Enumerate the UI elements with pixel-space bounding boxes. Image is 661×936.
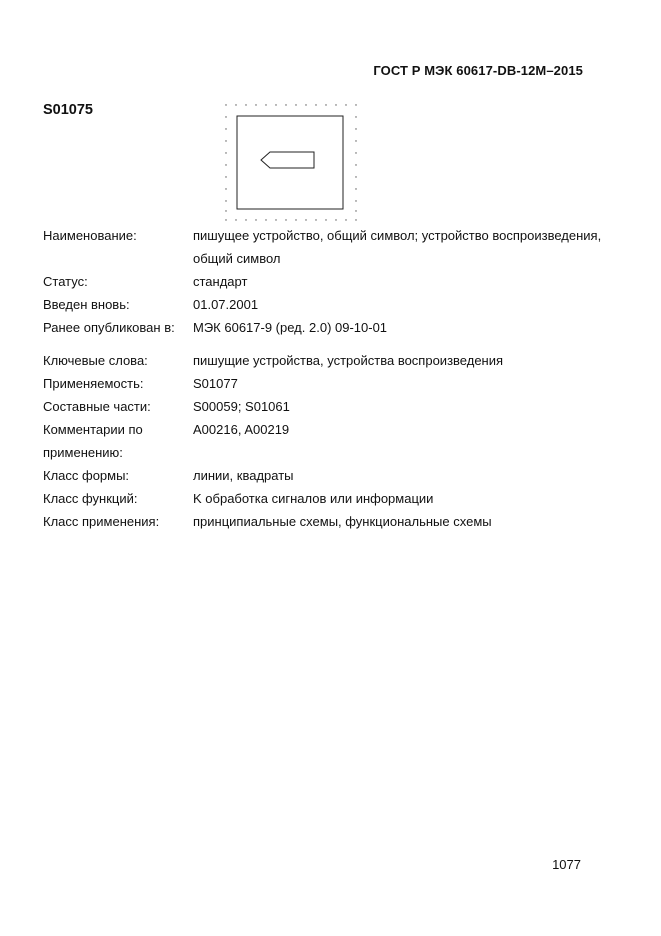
symbol-attributes [43, 224, 603, 533]
field-value: 01.07.2001 [193, 297, 259, 312]
grid-dots-right [355, 116, 356, 211]
field-label: Класс применения: [43, 514, 160, 529]
field-row-introduced [43, 293, 603, 316]
grid-dots-bottom [225, 219, 356, 220]
grid-dots-top [225, 104, 356, 105]
field-value: A00216, A00219 [193, 422, 290, 437]
symbol-code: S01075 [43, 102, 93, 118]
writing-device-symbol-icon [220, 100, 362, 225]
field-value: МЭК 60617-9 (ред. 2.0) 09-10-01 [193, 320, 388, 335]
field-label: Составные части: [43, 399, 151, 414]
field-label: Комментарии по применению: [43, 422, 143, 460]
field-label: Введен вновь: [43, 297, 130, 312]
field-label: Класс формы: [43, 468, 130, 483]
document-header: ГОСТ Р МЭК 60617-DB-12M–2015 [373, 63, 583, 78]
field-label: Статус: [43, 274, 88, 289]
field-label: Применяемость: [43, 376, 144, 391]
symbol-square [237, 116, 343, 209]
field-row-function-class [43, 487, 603, 510]
field-value: пишущие устройства, устройства воспроизведения [193, 353, 504, 368]
page-number: 1077 [552, 857, 581, 872]
field-row-applicability [43, 372, 603, 395]
grid-dots-left [225, 116, 226, 211]
field-row-application-notes [43, 418, 603, 464]
field-value: линии, квадраты [193, 468, 294, 483]
field-value: стандарт [193, 274, 248, 289]
field-label: Наименование: [43, 228, 137, 243]
field-row-application-class [43, 510, 603, 533]
field-row-name [43, 224, 603, 270]
field-value: S00059; S01061 [193, 399, 290, 414]
pen-tip-shape [261, 152, 314, 168]
field-label: Ранее опубликован в: [43, 320, 175, 335]
field-label: Ключевые слова: [43, 353, 148, 368]
field-row-previously-published [43, 316, 603, 339]
field-row-shape-class [43, 464, 603, 487]
field-row-status [43, 270, 603, 293]
field-label: Класс функций: [43, 491, 138, 506]
field-row-keywords [43, 349, 603, 372]
field-row-components [43, 395, 603, 418]
field-value: K обработка сигналов или информации [193, 491, 434, 506]
field-value: принципиальные схемы, функциональные схемы [193, 514, 492, 529]
field-value: пишущее устройство, общий символ; устройство воспроизведения, общий символ [193, 228, 602, 266]
field-value: S01077 [193, 376, 238, 391]
